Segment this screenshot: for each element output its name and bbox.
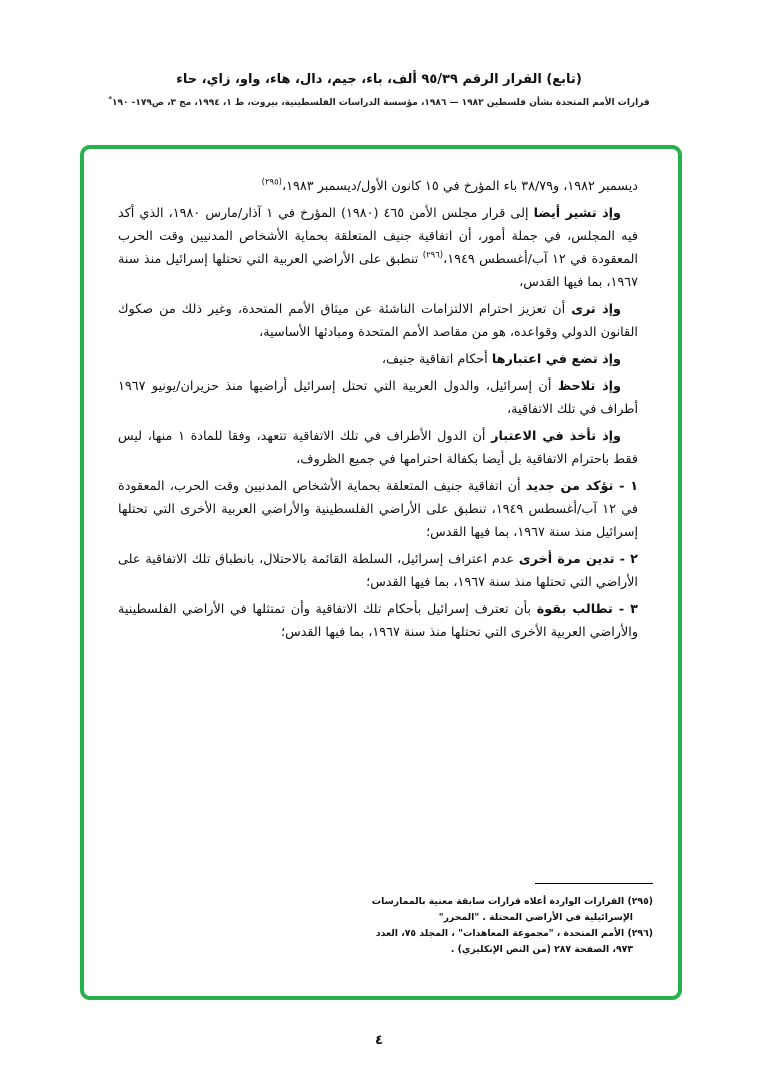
paragraph bbox=[118, 348, 638, 371]
footnote bbox=[353, 926, 653, 958]
paragraph-lead: وإذ ترى bbox=[571, 302, 621, 317]
paragraph-text: أن الدول الأطراف في تلك الاتفاقية تتعهد، وفقا للمادة ١ منها، ليس فقط باحترام الاتفاقية بل أيضا بكفالة احترامها في جميع الظروف، bbox=[118, 429, 638, 467]
source-text: قرارات الأمم المتحدة بشأن فلسطين ١٩٨٢ — ١٩٨٦، مؤسسة الدراسات الفلسطينية، بيروت، ط ١، ١٩٩٤، مج ٣، ص١٧٩- ١٩٠ bbox=[111, 98, 650, 108]
footnote-divider bbox=[535, 883, 653, 884]
footnote-text: الأمم المتحدة ، "مجموعة المعاهدات" ، المجلد ٧٥، العدد ٩٧٣، الصفحة ٢٨٧ (من النص الإنكليزي) . bbox=[375, 928, 633, 955]
numbered-paragraph bbox=[118, 598, 638, 644]
paragraph-text: أن تعزيز احترام الالتزامات الناشئة عن ميثاق الأمم المتحدة، وغير ذلك من صكوك القانون الدولي وقواعده، هو من مقاصد الأمم المتحدة ومبادئها الأساسية، bbox=[118, 302, 638, 340]
paragraph-text: أحكام اتفاقية جنيف، bbox=[381, 352, 492, 367]
paragraph-text: ديسمبر ١٩٨٢، و٣٨/٧٩ باء المؤرخ في ١٥ كانون الأول/ديسمبر ١٩٨٣، bbox=[281, 179, 638, 194]
page-number: ٤ bbox=[375, 1033, 383, 1048]
paragraph bbox=[118, 175, 638, 198]
paragraph-number: ٢ - bbox=[614, 552, 638, 567]
paragraph-number: ٣ - bbox=[612, 602, 638, 617]
footnote-ref: (٢٩٦) bbox=[422, 250, 444, 261]
paragraph bbox=[118, 298, 638, 344]
document-title: (تابع) القرار الرقم ٩٥/٣٩ ألف، باء، جيم، دال، هاء، واو، زاي، حاء bbox=[176, 72, 582, 87]
paragraph-text: تنطبق على الأراضي العربية التي تحتلها إسرائيل منذ سنة ١٩٦٧، بما فيها القدس، bbox=[118, 252, 638, 290]
paragraph-text: بأن تعترف إسرائيل بأحكام تلك الاتفاقية وأن تمتثلها في الأراضي الفلسطينية والأراضي العربية الأخرى التي تحتلها منذ سنة ١٩٦٧، بما فيها القدس؛ bbox=[118, 602, 638, 640]
footnote-marker: (٢٩٦) bbox=[627, 928, 653, 939]
paragraph-text: إلى قرار مجلس الأمن ٤٦٥ (١٩٨٠) المؤرخ في ١ آذار/مارس ١٩٨٠، الذي أكد فيه المجلس، في جملة أمور، أن اتفاقية جنيف المتعلقة بحماية الأشخاص المدنيين وقت الحرب المعقودة في ١٢ آب/أغسطس ١٩٤٩، bbox=[118, 206, 638, 267]
page-header bbox=[0, 72, 758, 108]
paragraph-lead: تؤكد من جديد bbox=[525, 479, 614, 494]
footnote-text: القرارات الواردة أعلاه قرارات سابقة معنية بالممارسات الإسرائيلية في الأراضي المحتلة . "المحرر" bbox=[371, 896, 633, 923]
document-source-line bbox=[0, 95, 758, 108]
paragraph-lead: وإذ تشير أيضا bbox=[533, 206, 621, 221]
source-footnote-mark: * bbox=[108, 95, 112, 103]
paragraph-text: عدم اعتراف إسرائيل، السلطة القائمة بالاحتلال، بانطباق تلك الاتفاقية على الأراضي التي تحتلها منذ سنة ١٩٦٧، بما فيها القدس؛ bbox=[118, 552, 638, 590]
footnote-ref: (٢٩٥) bbox=[261, 177, 282, 188]
paragraph bbox=[118, 425, 638, 471]
paragraph bbox=[118, 375, 638, 421]
footnotes-section bbox=[353, 883, 653, 958]
paragraph-number: ١ - bbox=[613, 479, 638, 494]
paragraph-lead: وإذ تأخذ في الاعتبار bbox=[491, 429, 622, 444]
document-body bbox=[84, 149, 678, 996]
numbered-paragraph bbox=[118, 475, 638, 544]
footnote bbox=[353, 894, 653, 926]
paragraph-text: أن إسرائيل، والدول العربية التي تحتل إسرائيل أراضيها منذ حزيران/يونيو ١٩٦٧ أطراف في تلك الاتفاقية، bbox=[118, 379, 638, 417]
numbered-paragraph bbox=[118, 548, 638, 594]
paragraph-text: أن اتفاقية جنيف المتعلقة بحماية الأشخاص المدنيين وقت الحرب، المعقودة في ١٢ آب/أغسطس ١٩٤٩، تنطبق على الأراضي الفلسطينية والأراضي العربية الأخرى التي تحتلها إسرائيل منذ سنة ١٩٦٧، بما فيها القدس؛ bbox=[118, 479, 638, 540]
footnote-marker: (٢٩٥) bbox=[627, 896, 653, 907]
green-border-frame bbox=[80, 145, 682, 1000]
paragraph bbox=[118, 202, 638, 294]
paragraph-lead: تطالب بقوة bbox=[536, 602, 613, 617]
paragraph-lead: وإذ تضع في اعتبارها bbox=[491, 352, 621, 367]
paragraph-lead: وإذ تلاحظ bbox=[557, 379, 622, 394]
paragraph-lead: تدين مرة أخرى bbox=[518, 552, 615, 567]
